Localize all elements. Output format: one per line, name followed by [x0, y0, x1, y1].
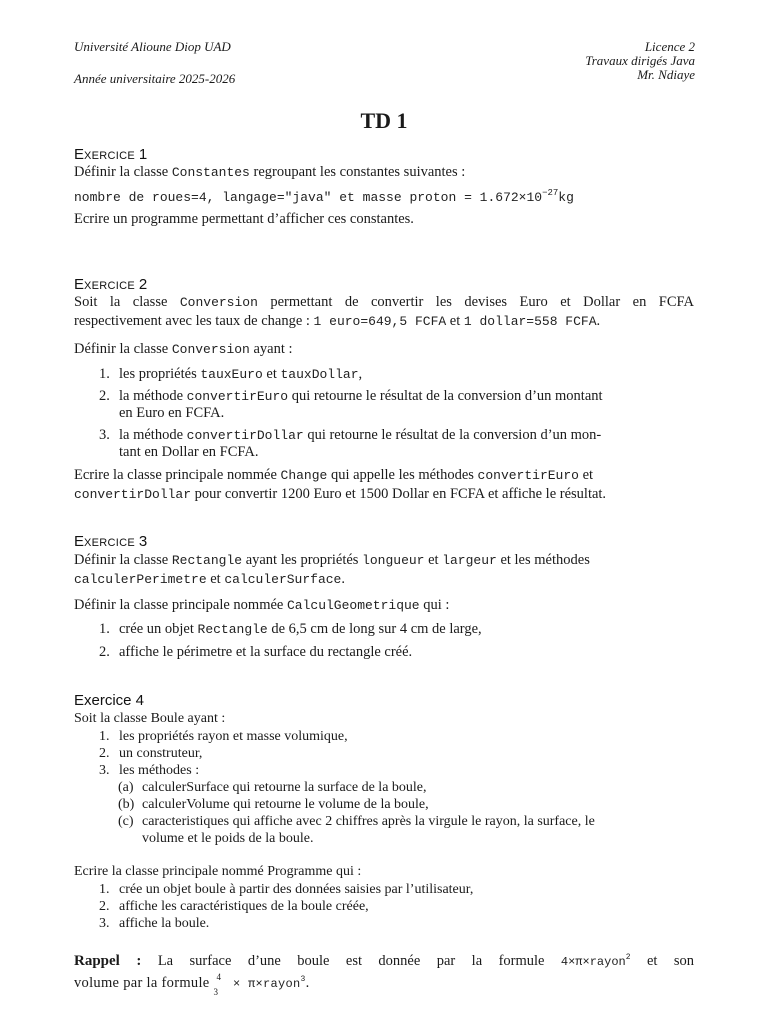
- ex4-intro: Soit la classe Boule ayant :: [74, 711, 226, 726]
- exercise-1-heading: EXERCICE 1: [74, 146, 148, 163]
- ex4-paragraph-2: Ecrire la classe principale nommé Programme qui :: [74, 864, 362, 879]
- ex2-list-item-2-cont: en Euro en FCFA.: [119, 405, 225, 421]
- header-course: Travaux dirigés Java: [585, 53, 695, 68]
- ex1-line-1: Définir la classe Constantes regroupant les constantes suivantes :: [74, 164, 466, 180]
- ex2-paragraph-1: Soit la classe Conversion permettant de convertir les devises Euro et Dollar en FCFA: [74, 294, 694, 310]
- ex4-list-item-3: 3. les méthodes :: [99, 763, 200, 778]
- ex3-list-item-1: 1. crée un objet Rectangle de 6,5 cm de long sur 4 cm de large,: [99, 621, 482, 637]
- fraction-four-thirds: 4 3: [213, 972, 222, 997]
- rappel-line-2: volume par la formule 4 3 × π×rayon$^3$.: [74, 972, 310, 997]
- ex2-list-item-1: 1. les propriétés tauxEuro et tauxDollar,: [99, 366, 363, 382]
- ex2-list-item-3: 3. la méthode convertirDollar qui retourne le résultat de la conversion d’un mon-: [99, 427, 602, 443]
- ex4-list-item-2: 2. un construteur,: [99, 746, 203, 761]
- ex2-paragraph-4: Ecrire la classe principale nommée Change qui appelle les méthodes convertirEuro et: [74, 467, 594, 483]
- ex4-program-item-1: 1. crée un objet boule à partir des données saisies par l’utilisateur,: [99, 882, 474, 897]
- ex3-paragraph-2: calculerPerimetre et calculerSurface.: [74, 571, 345, 587]
- exercise-2-heading: EXERCICE 2: [74, 276, 148, 293]
- header-level: Licence 2: [644, 39, 695, 54]
- exercise-3-heading: EXERCICE 3: [74, 533, 148, 550]
- ex1-line-3: Ecrire un programme permettant d’afficher ces constantes.: [74, 211, 414, 227]
- page-title: TD 1: [360, 108, 408, 133]
- exercise-4-heading: Exercice 4: [74, 692, 145, 709]
- ex4-sublist-item-a: (a) calculerSurface qui retourne la surface de la boule,: [118, 780, 427, 795]
- ex2-paragraph-2: respectivement avec les taux de change : 1 euro=649,5 FCFA et 1 dollar=558 FCFA.: [74, 313, 601, 329]
- ex4-list-item-1: 1. les propriétés rayon et masse volumique,: [99, 729, 348, 744]
- ex2-list-item-2: 2. la méthode convertirEuro qui retourne le résultat de la conversion d’un montant: [99, 388, 603, 404]
- ex2-paragraph-5: convertirDollar pour convertir 1200 Euro et 1500 Dollar en FCFA et affiche le résultat.: [74, 486, 607, 502]
- ex4-program-item-2: 2. affiche les caractéristiques de la boule créée,: [99, 899, 369, 914]
- ex4-program-item-3: 3. affiche la boule.: [99, 916, 210, 931]
- header-year: Année universitaire 2025-2026: [74, 71, 236, 86]
- ex4-sublist-item-b: (b) calculerVolume qui retourne le volume de la boule,: [118, 797, 429, 812]
- ex3-paragraph-1: Définir la classe Rectangle ayant les propriétés longueur et largeur et les méthodes: [74, 552, 590, 568]
- ex4-sublist-item-c-cont: volume et le poids de la boule.: [142, 831, 314, 846]
- ex4-sublist-item-c: (c) caracteristiques qui affiche avec 2 chiffres après la virgule le rayon, la surface, le: [118, 814, 595, 829]
- ex3-paragraph-3: Définir la classe principale nommée CalculGeometrique qui :: [74, 597, 450, 613]
- ex3-list-item-2: 2. affiche le périmetre et la surface du rectangle créé.: [99, 644, 413, 660]
- ex2-list-item-3-cont: tant en Dollar en FCFA.: [119, 444, 259, 460]
- header-university: Université Alioune Diop UAD: [74, 39, 231, 54]
- header-teacher: Mr. Ndiaye: [637, 67, 695, 82]
- ex1-line-2: nombre de roues=4, langage="java" et masse proton = $1.672\times 10^{-27}kg$: [74, 188, 574, 205]
- ex2-paragraph-3: Définir la classe Conversion ayant :: [74, 341, 293, 357]
- rappel-line-1: Rappel : La surface d’une boule est donnée par la formule 4×π×rayon$^2$ et son: [74, 953, 694, 969]
